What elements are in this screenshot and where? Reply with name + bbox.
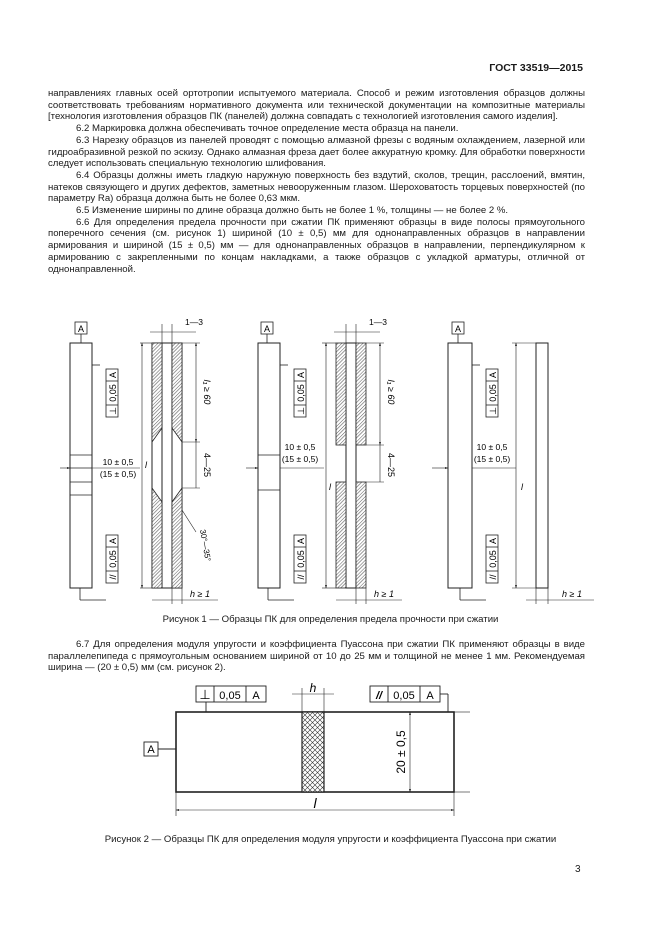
svg-text:l₁ ≥ 60: l₁ ≥ 60 bbox=[386, 379, 396, 405]
paragraph-6-6: 6.6 Для определения предела прочности при сжатии ПК применяют образцы в виде полосы прямоугольного поперечного сечения (см. рисунок 1) шириной (10 ± 0,5) мм для однонаправленных образцов в направлении армирования и шириной (15 ± 0,5) мм — для однонаправленных образцов в направлении, перпендикулярном к армированию с закрепленными по концам накладками, а также образцов с укладкой арматуры, отличной от однонаправленной. bbox=[48, 216, 585, 275]
svg-text:A: A bbox=[296, 537, 306, 545]
svg-text://: // bbox=[488, 574, 498, 580]
svg-text:h ≥ 1: h ≥ 1 bbox=[562, 589, 582, 599]
dim-4-25: 4—25 bbox=[202, 452, 212, 478]
dim-l: l bbox=[145, 460, 147, 470]
body-text bbox=[48, 88, 585, 275]
paragraph-6-2: 6.2 Маркировка должна обеспечивать точное определение места образца на панели. bbox=[76, 123, 459, 135]
angle: 30°—35° bbox=[198, 528, 213, 563]
svg-text:l: l bbox=[313, 795, 317, 811]
svg-text:0,05: 0,05 bbox=[296, 384, 306, 402]
svg-text:1—3: 1—3 bbox=[369, 317, 387, 327]
svg-text:A: A bbox=[426, 690, 434, 702]
width-a: 10 ± 0,5 bbox=[102, 457, 134, 467]
svg-text:l: l bbox=[521, 482, 523, 492]
svg-text:⊥: ⊥ bbox=[488, 407, 498, 415]
svg-text://: // bbox=[375, 690, 383, 702]
figure-1-caption: Рисунок 1 — Образцы ПК для определения предела прочности при сжатии bbox=[162, 614, 499, 625]
paragraph-6-5: 6.5 Изменение ширины по длине образца должно быть не более 1 %, толщины — не более 2 %. bbox=[76, 205, 509, 217]
svg-text:l: l bbox=[329, 482, 331, 492]
plate-specimen bbox=[176, 712, 454, 792]
h-dimension bbox=[292, 681, 334, 712]
h-min: h ≥ 1 bbox=[190, 589, 210, 599]
specimen-2-side-tabbed bbox=[322, 317, 402, 604]
svg-text:⊥: ⊥ bbox=[108, 407, 118, 415]
svg-text:A: A bbox=[454, 324, 462, 334]
specimen-2-front bbox=[246, 322, 324, 600]
svg-text:⊥: ⊥ bbox=[199, 687, 211, 702]
dim-l1: l₁ ≥ 60 bbox=[202, 379, 212, 405]
length-dimension bbox=[176, 792, 454, 816]
datum-a-marker bbox=[144, 742, 176, 756]
par-tol: 0,05 bbox=[108, 550, 118, 568]
svg-text:h ≥ 1: h ≥ 1 bbox=[374, 589, 394, 599]
document-code-header: ГОСТ 33519—2015 bbox=[489, 62, 583, 74]
svg-text:A: A bbox=[488, 537, 498, 545]
figure-1-drawing bbox=[0, 310, 661, 610]
dim-1-3: 1—3 bbox=[185, 317, 203, 327]
svg-text:A: A bbox=[252, 690, 260, 702]
page-number: 3 bbox=[575, 864, 581, 875]
perp-tolerance-frame bbox=[196, 686, 266, 712]
specimen-3-front bbox=[432, 322, 516, 600]
paragraph-6-7-block bbox=[48, 639, 585, 674]
parallel-tolerance-frame bbox=[370, 686, 448, 712]
svg-text:0,05: 0,05 bbox=[488, 550, 498, 568]
svg-text:0,05: 0,05 bbox=[219, 690, 241, 702]
datum-ref: A bbox=[108, 371, 118, 379]
specimen-3-side bbox=[512, 343, 594, 604]
datum-label: A bbox=[77, 324, 85, 334]
specimen-1-front bbox=[60, 322, 140, 600]
svg-text:4—25: 4—25 bbox=[386, 452, 396, 478]
svg-text:(15 ± 0,5): (15 ± 0,5) bbox=[473, 454, 511, 464]
svg-text:0,05: 0,05 bbox=[393, 690, 415, 702]
svg-text:10 ± 0,5: 10 ± 0,5 bbox=[476, 442, 508, 452]
specimen-1-side-tabbed bbox=[140, 317, 218, 604]
svg-text:h: h bbox=[309, 681, 317, 695]
paragraph-continuation: направлениях главных осей ортотропии испытуемого материала. Способ и режим изготовления образцов должны соответствовать требованиям нормативного документа или технической документации на композитные материалы [технология изготовления образцов ПК (панелей) должна совпадать с технологией изготовления самого изделия]. bbox=[48, 88, 585, 123]
figure-2-drawing bbox=[0, 680, 661, 830]
svg-text:A: A bbox=[488, 371, 498, 379]
svg-text://: // bbox=[296, 574, 306, 580]
svg-text:A: A bbox=[296, 371, 306, 379]
svg-text:0,05: 0,05 bbox=[488, 384, 498, 402]
svg-text:10 ± 0,5: 10 ± 0,5 bbox=[284, 442, 316, 452]
paragraph-6-3: 6.3 Нарезку образцов из панелей проводят с помощью алмазной фрезы с водяным охлаждением, лазерной или гидроабразивной резкой по эскизу. Однако алмазная фреза дает более аккуратную кромку. Для обработки поверхности следует использовать специальную технологию шлифования. bbox=[48, 134, 585, 170]
svg-text:20 ± 0,5: 20 ± 0,5 bbox=[394, 730, 408, 774]
perp-tol: 0,05 bbox=[108, 384, 118, 402]
svg-text:(15 ± 0,5): (15 ± 0,5) bbox=[281, 454, 319, 464]
datum-ref: A bbox=[108, 537, 118, 545]
svg-text:⊥: ⊥ bbox=[296, 407, 306, 415]
svg-text:A: A bbox=[147, 744, 155, 756]
svg-text:0,05: 0,05 bbox=[296, 550, 306, 568]
paragraph-6-7: 6.7 Для определения модуля упругости и коэффициента Пуассона при сжатии ПК применяют образцы в виде параллелепипеда с прямоугольным основанием шириной от 10 до 25 мм и толщиной не менее 1 мм. Рекомендуемая ширина — (20 ± 0,5) мм (см. рисунок 2). bbox=[48, 639, 585, 674]
svg-text://: // bbox=[108, 574, 118, 580]
svg-text:A: A bbox=[263, 324, 271, 334]
figure-2-caption: Рисунок 2 — Образцы ПК для определения модуля упругости и коэффициента Пуассона при сжатии bbox=[104, 834, 557, 845]
paragraph-6-4: 6.4 Образцы должны иметь гладкую наружную поверхность без вздутий, сколов, трещин, расслоений, вмятин, натеков связующего и других дефектов, заметных невооруженным глазом. Шероховатость торцевых поверхностей (по параметру Ra) образца должна быть не более 0,63 мкм. bbox=[48, 169, 585, 205]
width-b: (15 ± 0,5) bbox=[99, 469, 137, 479]
